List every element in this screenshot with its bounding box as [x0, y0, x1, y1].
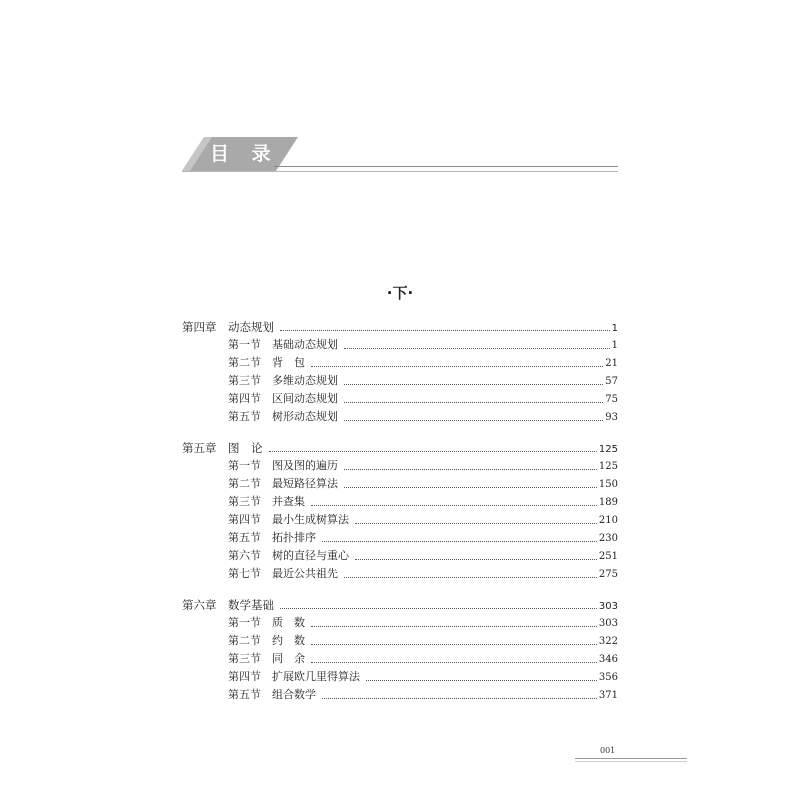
section-number: 第三节 — [228, 495, 261, 508]
dot-leader — [355, 558, 597, 560]
section-entry[interactable] — [182, 475, 618, 493]
page-number: 1 — [611, 340, 618, 351]
section-number: 第五节 — [228, 531, 261, 544]
section-entry[interactable] — [182, 372, 618, 390]
chapter-entry[interactable] — [182, 318, 618, 336]
dot-leader — [311, 625, 597, 627]
section-number: 第一节 — [228, 459, 261, 472]
footer-page-number: 001 — [600, 746, 616, 755]
page-number: 189 — [598, 497, 618, 508]
section-entry[interactable] — [182, 457, 618, 475]
toc-header-banner — [182, 137, 618, 173]
footer-divider-lower — [575, 761, 687, 762]
section-entry[interactable] — [182, 614, 618, 632]
section-title: 质 数 — [272, 616, 305, 629]
table-of-contents — [182, 318, 618, 717]
section-title: 图及图的遍历 — [272, 459, 338, 472]
header-divider-lower — [182, 171, 618, 172]
footer-divider — [575, 758, 687, 759]
section-entry[interactable] — [182, 650, 618, 668]
section-number: 第五节 — [228, 410, 261, 423]
chapter-title: 图 论 — [228, 441, 263, 455]
dot-leader — [269, 450, 597, 452]
dot-leader — [344, 486, 597, 488]
chapter-number: 第六章 — [182, 598, 217, 612]
section-title: 最近公共祖先 — [272, 567, 338, 580]
section-entry[interactable] — [182, 493, 618, 511]
chapter-entry[interactable] — [182, 596, 618, 614]
section-title: 组合数学 — [272, 688, 316, 701]
section-title: 基础动态规划 — [272, 338, 338, 351]
page-number: 93 — [605, 412, 618, 423]
section-title: 树的直径与重心 — [272, 549, 349, 562]
chapter-block — [182, 596, 618, 704]
dot-leader — [344, 401, 603, 403]
section-entry[interactable] — [182, 529, 618, 547]
section-entry[interactable] — [182, 565, 618, 583]
section-entry[interactable] — [182, 547, 618, 565]
dot-leader — [311, 661, 597, 663]
page-number: 1 — [611, 323, 618, 334]
page-title: 目 录 — [210, 143, 279, 165]
section-number: 第五节 — [228, 688, 261, 701]
page-number: 57 — [605, 376, 618, 387]
section-number: 第二节 — [228, 356, 261, 369]
section-title: 并查集 — [272, 495, 305, 508]
section-number: 第三节 — [228, 652, 261, 665]
section-entry[interactable] — [182, 668, 618, 686]
dot-leader — [311, 504, 597, 506]
page-number: 303 — [598, 618, 618, 629]
chapter-block — [182, 439, 618, 583]
section-title: 背 包 — [272, 356, 305, 369]
page-number: 230 — [598, 533, 618, 544]
section-entry[interactable] — [182, 511, 618, 529]
dot-leader — [280, 607, 597, 609]
dot-leader — [344, 347, 610, 349]
section-entry[interactable] — [182, 686, 618, 704]
dot-leader — [344, 468, 597, 470]
dot-leader — [355, 522, 597, 524]
page-number: 356 — [598, 672, 618, 683]
section-number: 第三节 — [228, 374, 261, 387]
page-number: 125 — [598, 461, 618, 472]
chapter-title: 动态规划 — [228, 320, 274, 334]
chapter-title: 数学基础 — [228, 598, 274, 612]
section-number: 第四节 — [228, 392, 261, 405]
dot-leader — [344, 576, 597, 578]
page-number: 251 — [598, 551, 618, 562]
section-entry[interactable] — [182, 390, 618, 408]
section-title: 区间动态规划 — [272, 392, 338, 405]
section-number: 第一节 — [228, 616, 261, 629]
dot-leader — [280, 329, 610, 331]
section-entry[interactable] — [182, 354, 618, 372]
section-title: 多维动态规划 — [272, 374, 338, 387]
chapter-number: 第五章 — [182, 441, 217, 455]
chapter-block — [182, 318, 618, 426]
dot-leader — [344, 383, 603, 385]
section-number: 第四节 — [228, 513, 261, 526]
page-number: 303 — [598, 601, 618, 612]
section-number: 第六节 — [228, 549, 261, 562]
section-number: 第一节 — [228, 338, 261, 351]
page-number: 371 — [598, 690, 618, 701]
section-title: 扩展欧几里得算法 — [272, 670, 360, 683]
section-title: 最小生成树算法 — [272, 513, 349, 526]
section-title: 最短路径算法 — [272, 477, 338, 490]
page-number: 322 — [598, 636, 618, 647]
page-number: 210 — [598, 515, 618, 526]
section-title: 约 数 — [272, 634, 305, 647]
dot-leader — [311, 365, 603, 367]
page-number: 75 — [605, 394, 618, 405]
section-number: 第七节 — [228, 567, 261, 580]
page-number: 346 — [598, 654, 618, 665]
section-entry[interactable] — [182, 632, 618, 650]
page-number: 125 — [598, 444, 618, 455]
dot-leader — [311, 643, 597, 645]
header-divider — [274, 166, 618, 167]
section-title: 拓扑排序 — [272, 531, 316, 544]
dot-leader — [366, 679, 597, 681]
page-number: 21 — [605, 358, 618, 369]
page-number: 275 — [598, 569, 618, 580]
dot-leader — [322, 697, 597, 699]
section-entry[interactable] — [182, 408, 618, 426]
section-title: 树形动态规划 — [272, 410, 338, 423]
section-title: 同 余 — [272, 652, 305, 665]
volume-label: ·下· — [386, 284, 414, 302]
dot-leader — [322, 540, 597, 542]
section-entry[interactable] — [182, 336, 618, 354]
dot-leader — [344, 419, 603, 421]
section-number: 第二节 — [228, 634, 261, 647]
chapter-entry[interactable] — [182, 439, 618, 457]
section-number: 第四节 — [228, 670, 261, 683]
page-number: 150 — [598, 479, 618, 490]
chapter-number: 第四章 — [182, 320, 217, 334]
section-number: 第二节 — [228, 477, 261, 490]
